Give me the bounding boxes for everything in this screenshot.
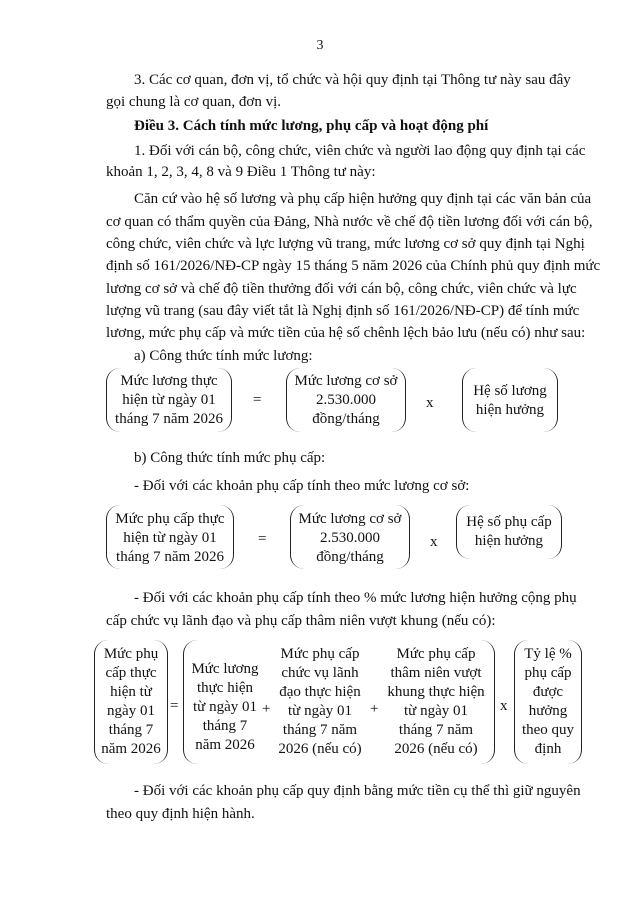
basis-line-5: lương cơ sở và chế độ tiền thưởng đối với cán bộ, công chức, viên chức và lực: [106, 281, 577, 297]
formula-b-heading: b) Công thức tính mức phụ cấp:: [134, 450, 326, 466]
formula-b1-term-1: Mức phụ cấp thực hiện từ ngày 01 tháng 7 năm 2026: [115, 511, 225, 565]
formula-b1-equals: =: [258, 531, 267, 547]
formula-b2-equals: =: [170, 698, 179, 714]
formula-a-term-2: Mức lương cơ sở 2.530.000 đồng/tháng: [294, 373, 398, 427]
formula-b2-term-4: Mức phụ cấp thâm niên vượt khung thực hiện từ ngày 01 tháng 7 năm 2026 (nếu có): [387, 646, 485, 757]
formula-a-term-3: Hệ số lương hiện hưởng: [473, 383, 547, 418]
formula-b2-multiply: x: [500, 698, 508, 714]
clause-3-line-1: 3. Các cơ quan, đơn vị, tổ chức và hội quy định tại Thông tư này sau đây: [134, 72, 571, 88]
formula-a-multiply: x: [426, 395, 434, 411]
formula-a-equals: =: [253, 392, 262, 408]
formula-b2-plus-2: +: [370, 701, 379, 717]
basis-line-3: công chức, viên chức và lực lượng vũ trang, mức lương cơ sở quy định tại Nghị: [106, 236, 585, 252]
item-1-line-1: 1. Đối với cán bộ, công chức, viên chức và người lao động quy định tại các: [134, 143, 586, 159]
formula-a-term-1: Mức lương thực hiện từ ngày 01 tháng 7 năm 2026: [115, 373, 223, 427]
formula-b2-term-5: Tỷ lệ % phụ cấp được hưởng theo quy định: [521, 646, 575, 757]
formula-b2-term-3: Mức phụ cấp chức vụ lãnh đạo thực hiện từ ngày 01 tháng 7 năm 2026 (nếu có): [278, 646, 362, 757]
formula-b1-multiply: x: [430, 534, 438, 550]
basis-line-2: cơ quan có thẩm quyền của Đảng, Nhà nước về chế độ tiền lương đối với cán bộ,: [106, 214, 593, 230]
formula-a-heading: a) Công thức tính mức lương:: [134, 348, 313, 364]
article-3-heading: Điều 3. Cách tính mức lương, phụ cấp và hoạt động phí: [134, 118, 489, 134]
page-number: 3: [316, 38, 324, 53]
basis-line-7: lương, mức phụ cấp và mức tiền của hệ số chênh lệch bảo lưu (nếu có) như sau:: [106, 325, 586, 341]
formula-b2-heading-line-2: cấp chức vụ lãnh đạo và phụ cấp thâm niên vượt khung (nếu có):: [106, 613, 496, 629]
formula-b1-heading: - Đối với các khoản phụ cấp tính theo mức lương cơ sở:: [134, 478, 470, 494]
formula-b1-term-2: Mức lương cơ sở 2.530.000 đồng/tháng: [298, 511, 402, 565]
formula-b2-heading-line-1: - Đối với các khoản phụ cấp tính theo % mức lương hiện hưởng cộng phụ: [134, 590, 577, 606]
item-1-line-2: khoản 1, 2, 3, 4, 8 và 9 Điều 1 Thông tư này:: [106, 164, 376, 180]
formula-b2-term-1: Mức phụ cấp thực hiện từ ngày 01 tháng 7 năm 2026: [101, 646, 161, 757]
fixed-allowance-line-1: - Đối với các khoản phụ cấp quy định bằng mức tiền cụ thể thì giữ nguyên: [134, 783, 581, 799]
clause-3-line-2: gọi chung là cơ quan, đơn vị.: [106, 94, 281, 110]
formula-b1-term-3: Hệ số phụ cấp hiện hưởng: [466, 514, 552, 549]
basis-line-1: Căn cứ vào hệ số lương và phụ cấp hiện hưởng quy định tại các văn bản của: [134, 191, 592, 207]
formula-b2-term-2: Mức lương thực hiện từ ngày 01 tháng 7 năm 2026: [191, 661, 259, 753]
basis-line-4: định số 161/2026/NĐ-CP ngày 15 tháng 5 năm 2026 của Chính phủ quy định mức: [106, 258, 601, 274]
basis-line-6: lượng vũ trang (sau đây viết tắt là Nghị định số 161/2026/NĐ-CP) để tính mức: [106, 303, 580, 319]
fixed-allowance-line-2: theo quy định hiện hành.: [106, 806, 255, 822]
formula-b2-plus-1: +: [262, 701, 271, 717]
